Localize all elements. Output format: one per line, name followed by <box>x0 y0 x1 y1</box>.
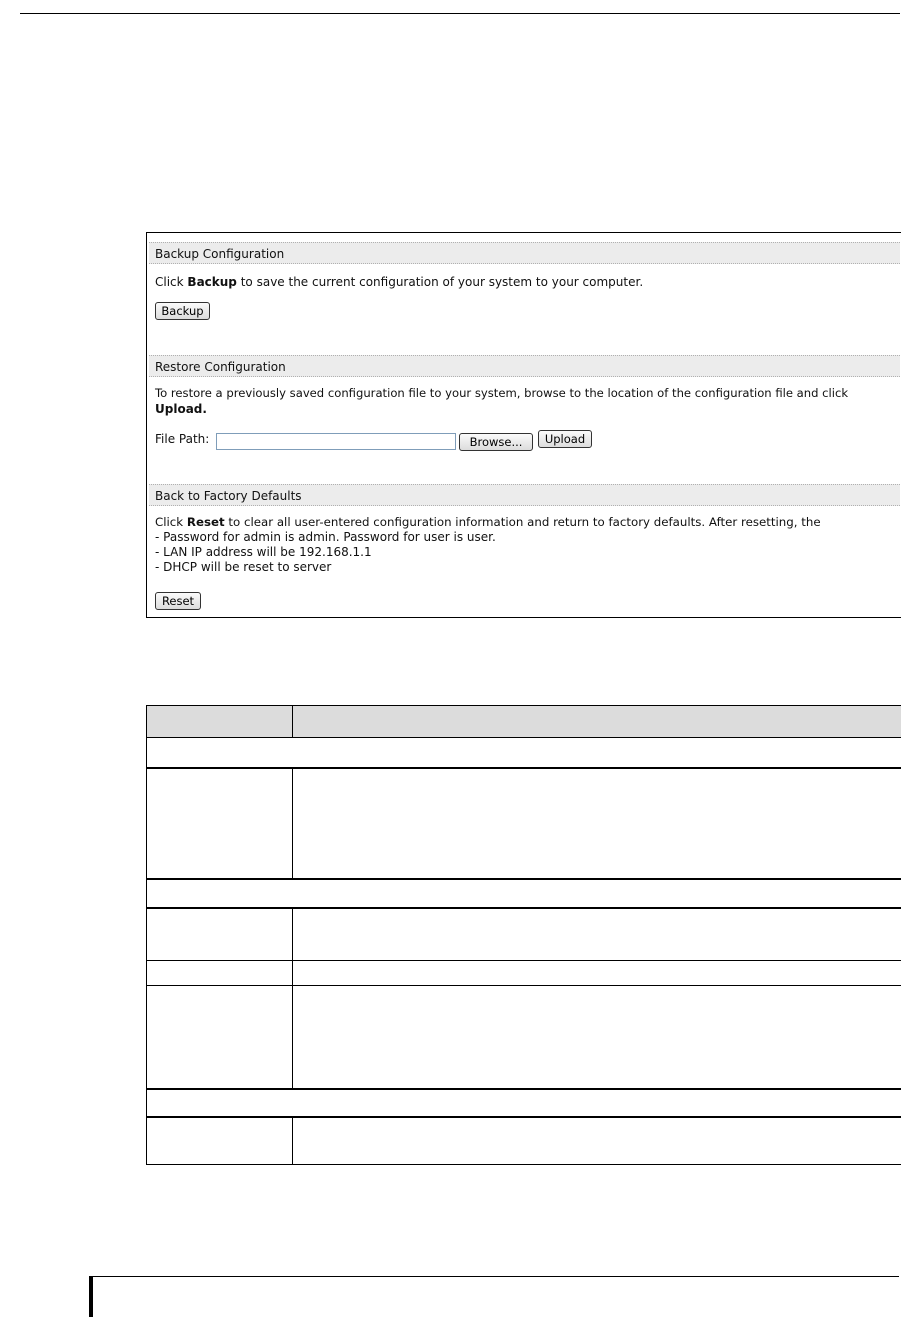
backup-text-post: to save the current configuration of your system to your computer. <box>236 275 644 289</box>
file-path-label: File Path: <box>155 432 210 446</box>
factory-bullet: - Password for admin is admin. Password for user is user. <box>155 530 496 544</box>
table-row <box>147 961 901 986</box>
factory-bullet: - LAN IP address will be 192.168.1.1 <box>155 545 372 559</box>
table-row <box>147 986 901 1090</box>
restore-description-line2 <box>155 402 896 417</box>
factory-description <box>155 515 896 530</box>
factory-bullet: - DHCP will be reset to server <box>155 560 332 574</box>
backup-description <box>155 275 896 290</box>
factory-section-heading: Back to Factory Defaults <box>149 484 900 506</box>
page-number-box <box>0 1276 93 1317</box>
field-description-table <box>146 705 901 1165</box>
table-column-divider <box>292 986 293 1089</box>
table-row <box>147 1118 901 1164</box>
backup-text-bold: Backup <box>187 275 237 289</box>
factory-text-post: to clear all user-entered configuration information and return to factory defaults. After resetting, the <box>224 515 821 529</box>
table-row <box>147 769 901 880</box>
table-column-divider <box>292 1118 293 1164</box>
upload-button[interactable]: Upload <box>538 430 592 448</box>
table-header-row <box>147 706 901 738</box>
factory-text-bold: Reset <box>186 515 225 529</box>
file-path-input[interactable] <box>216 433 456 450</box>
browse-button[interactable]: Browse... <box>459 433 533 451</box>
configuration-panel <box>146 232 901 618</box>
factory-text-pre: Click <box>155 515 187 529</box>
table-section-row <box>147 738 901 769</box>
table-row <box>147 909 901 961</box>
backup-text-pre: Click <box>155 275 188 289</box>
top-rule <box>20 13 900 14</box>
table-section-row <box>147 880 901 909</box>
table-column-divider <box>292 769 293 879</box>
reset-button[interactable]: Reset <box>155 592 201 610</box>
restore-description-line1: To restore a previously saved configuration file to your system, browse to the location of the configuration file and click <box>155 386 849 400</box>
restore-text-tail: . <box>202 402 207 416</box>
table-column-divider <box>292 961 293 986</box>
restore-text-bold: Upload <box>155 402 203 416</box>
table-header-divider <box>292 706 293 738</box>
table-section-row <box>147 1090 901 1118</box>
table-column-divider <box>292 909 293 961</box>
backup-section-heading: Backup Configuration <box>149 242 900 264</box>
restore-section-heading: Restore Configuration <box>149 355 900 377</box>
bottom-rule <box>93 1276 899 1277</box>
backup-button[interactable]: Backup <box>155 302 210 320</box>
